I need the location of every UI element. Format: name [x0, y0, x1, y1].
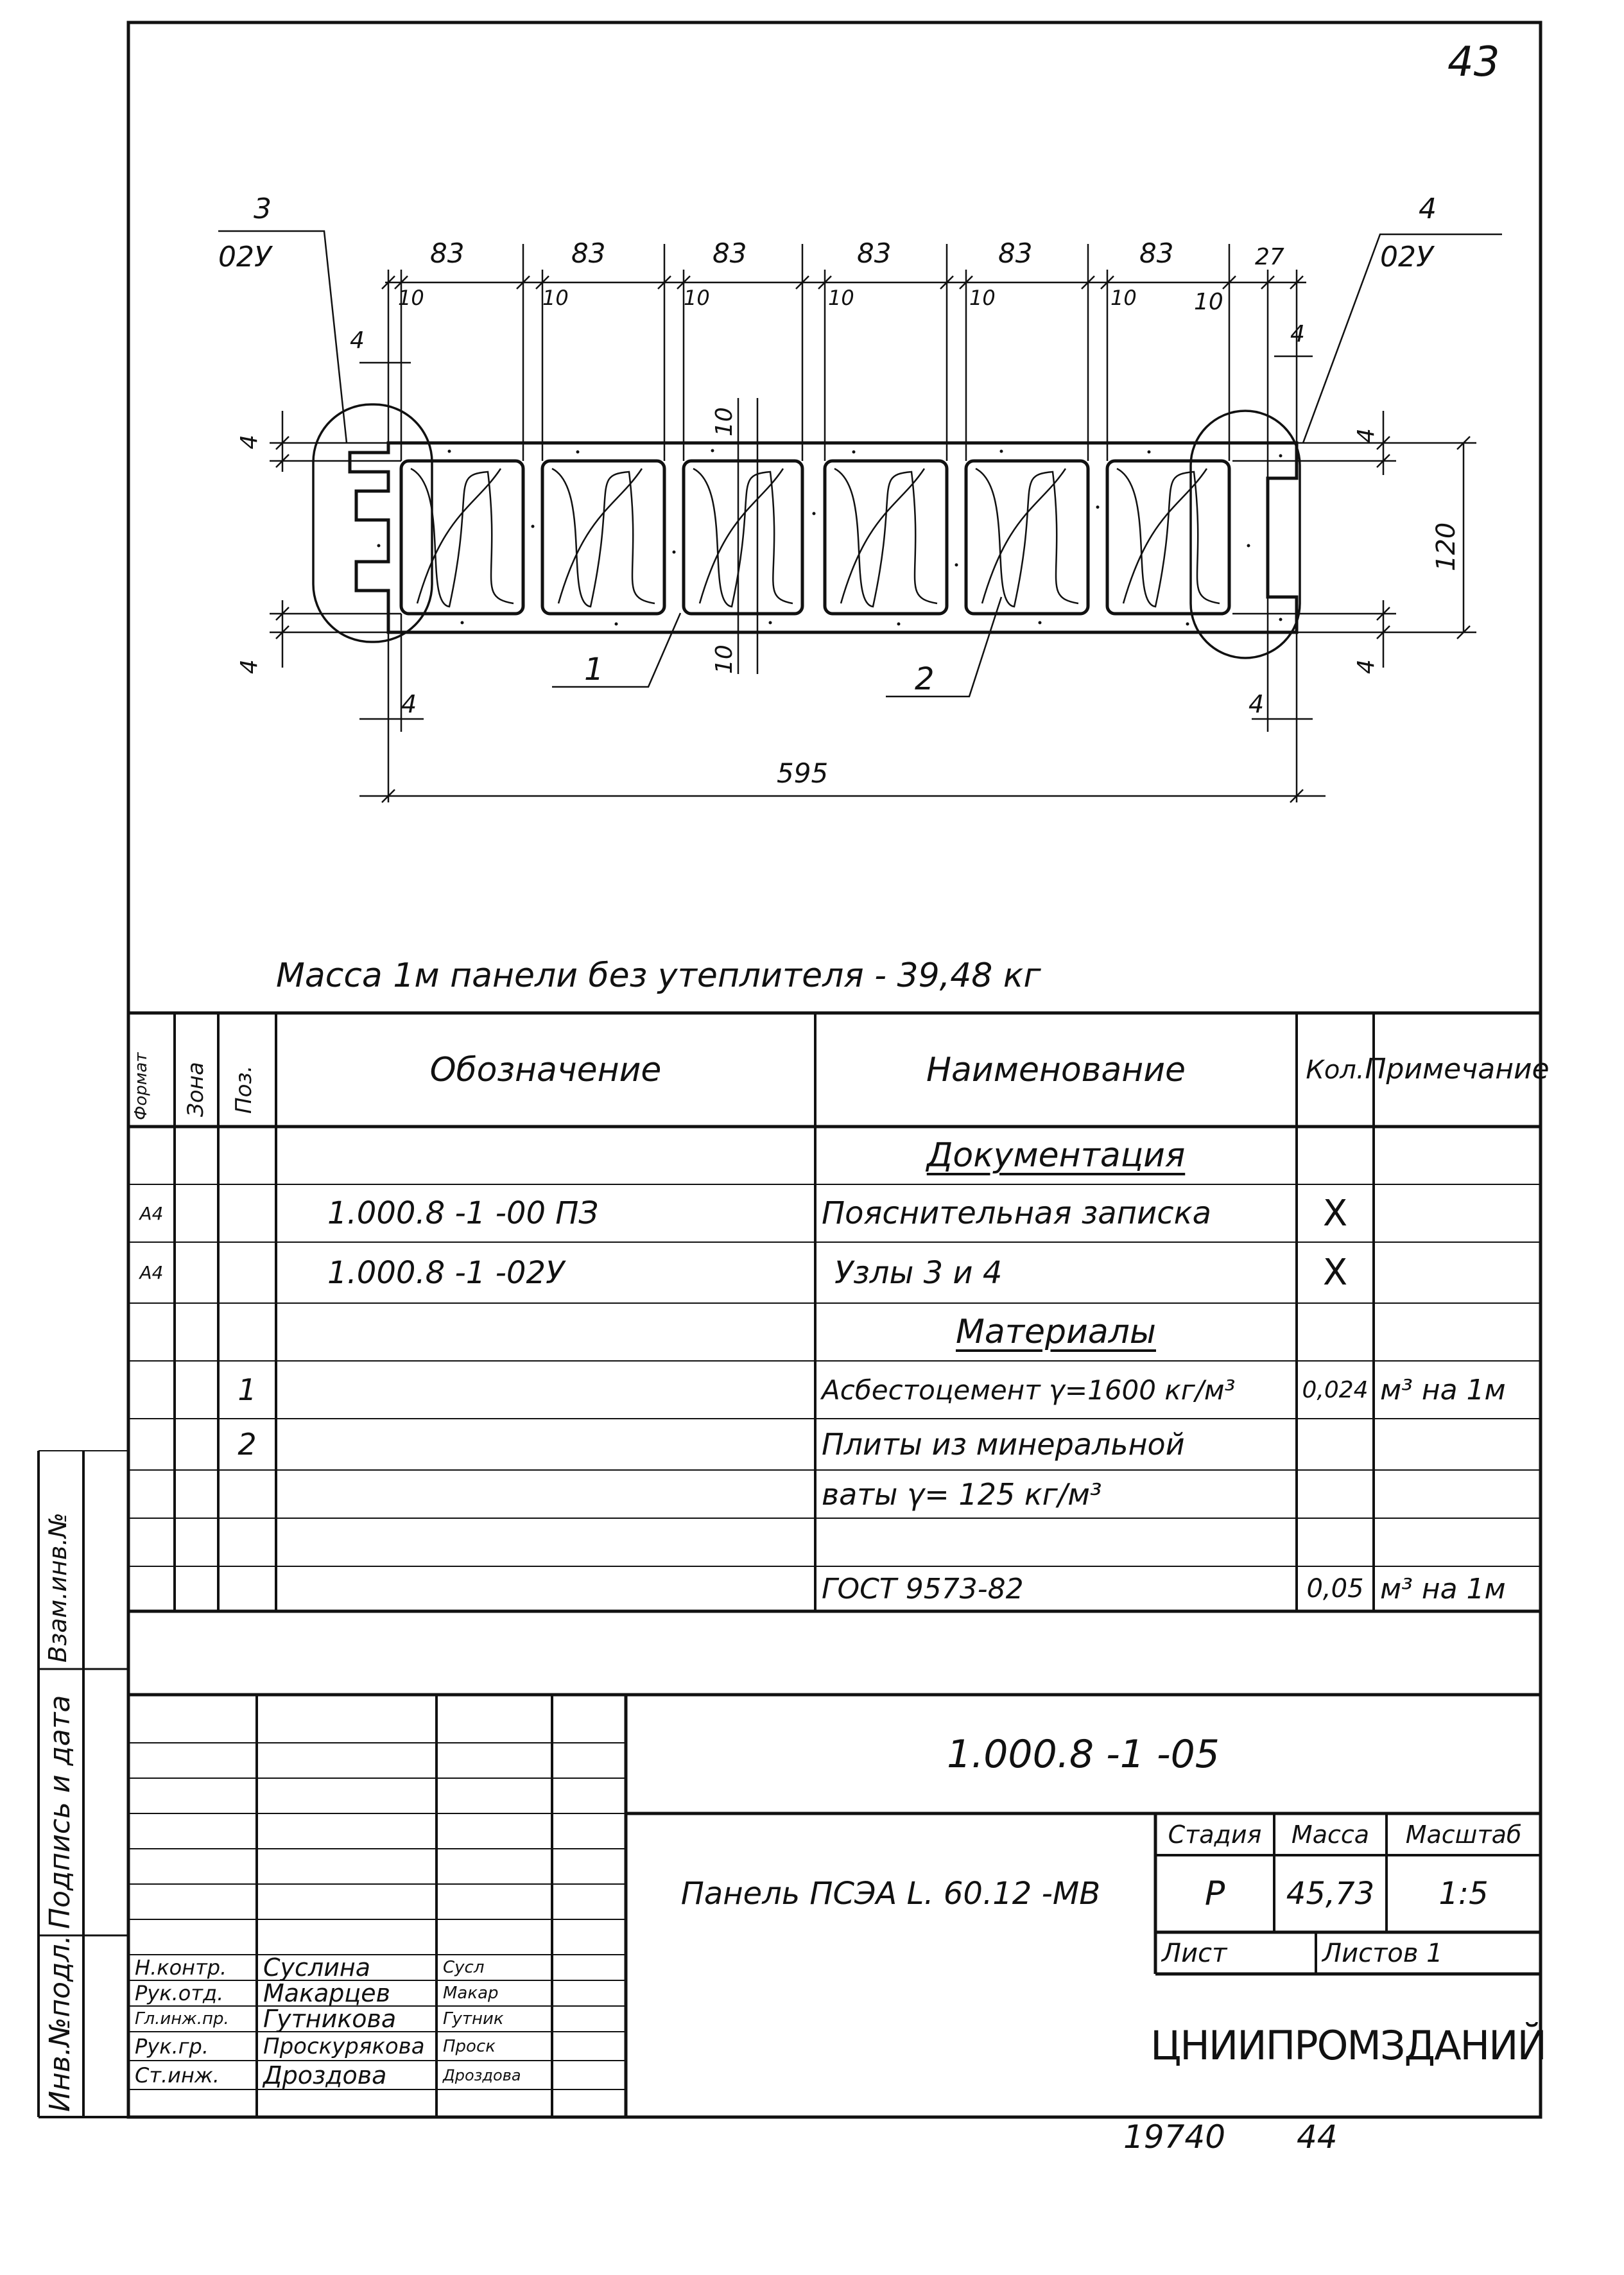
header-format: Формат — [132, 1052, 151, 1120]
dim-4-left-top: 4 — [236, 435, 263, 449]
spec-row-name: Асбестоцемент γ=1600 кг/м³ — [822, 1374, 1236, 1406]
node-3-outline — [313, 404, 432, 642]
sig-name: Суслина — [263, 1953, 371, 1982]
stage-label: Стадия — [1168, 1820, 1262, 1849]
dim-27: 27 — [1255, 244, 1284, 270]
dim-10-e: 10 — [969, 286, 996, 310]
header-note: Примечание — [1365, 1053, 1550, 1086]
dim-overall-595: 595 — [777, 757, 829, 789]
dim-4-left-bottom: 4 — [236, 659, 263, 674]
bottom-archive-number: 19740 — [1123, 2118, 1226, 2156]
page-number: 43 — [1447, 39, 1500, 86]
sig-name: Проскурякова — [263, 2033, 425, 2059]
spec-row-format: А4 — [139, 1262, 164, 1283]
callout-2: 2 — [915, 661, 935, 697]
insulation-fill — [411, 469, 1220, 607]
spec-row-qty: X — [1322, 1252, 1348, 1293]
dim-4-right-top: 4 — [1353, 428, 1379, 443]
node-left-code: 02У — [218, 241, 272, 273]
sig-name: Дроздова — [263, 2061, 387, 2089]
dim-4-bottom-left: 4 — [401, 690, 417, 718]
dim-83-d: 83 — [857, 238, 892, 269]
node-4-outline — [1191, 411, 1300, 658]
bottom-page-number: 44 — [1297, 2118, 1338, 2156]
document-code: 1.000.8 -1 -05 — [947, 1731, 1220, 1777]
margin-inv-no: Инв.№подл. — [44, 1935, 76, 2112]
header-qty: Кол. — [1306, 1055, 1365, 1085]
sig-role: Рук.отд. — [135, 1981, 224, 2005]
spec-row-qty: 0,024 — [1302, 1376, 1369, 1403]
product-name: Панель ПСЭА L. 60.12 -МВ — [680, 1876, 1101, 1912]
spec-row-note: м³ на 1м — [1380, 1373, 1506, 1406]
dim-10-b: 10 — [542, 286, 569, 310]
spec-row-designation: 1.000.8 -1 -02У — [327, 1254, 565, 1291]
dim-4-right-bottom: 4 — [1353, 659, 1379, 674]
dim-rib-10-top: 10 — [711, 407, 738, 437]
sig-role: Н.контр. — [135, 1955, 227, 1980]
dim-10-f: 10 — [1110, 286, 1137, 310]
spec-row-qty: X — [1322, 1192, 1348, 1234]
spec-row-designation: 1.000.8 -1 -00 ПЗ — [327, 1195, 599, 1231]
spec-heading-documentation: Документация — [926, 1136, 1186, 1175]
header-designation: Обозначение — [429, 1050, 662, 1089]
sig-role: Ст.инж. — [135, 2063, 220, 2088]
dim-10-d: 10 — [828, 286, 854, 310]
organization: ЦНИИПРОМЗДАНИЙ — [1150, 2022, 1546, 2069]
header-zone: Зона — [183, 1062, 209, 1117]
dim-rib-10: 10 — [711, 644, 738, 674]
sig-role: Гл.инж.пр. — [135, 2009, 229, 2028]
sheet-label: Лист — [1162, 1938, 1227, 1968]
spec-row-name: Узлы 3 и 4 — [834, 1254, 1003, 1291]
header-name: Наименование — [926, 1050, 1186, 1089]
spec-row-name: ГОСТ 9573-82 — [822, 1572, 1024, 1605]
dim-4-left: 4 — [350, 327, 365, 354]
scale-label: Масштаб — [1405, 1820, 1522, 1849]
dim-10-g: 10 — [1194, 289, 1223, 315]
node-left-number: 3 — [254, 193, 272, 225]
dim-83-c: 83 — [713, 238, 747, 269]
scale-value: 1:5 — [1438, 1876, 1489, 1912]
dim-83-a: 83 — [430, 238, 465, 269]
sig-name: Макарцев — [263, 1979, 391, 2007]
node-right-number: 4 — [1419, 193, 1437, 225]
spec-row-name: ваты γ= 125 кг/м³ — [822, 1476, 1102, 1512]
sig-sign: Дроздова — [443, 2066, 521, 2084]
dim-10-c: 10 — [684, 286, 710, 310]
sig-sign: Проск — [443, 2036, 496, 2056]
stage-value: Р — [1204, 1874, 1225, 1913]
dim-83-e: 83 — [998, 238, 1033, 269]
dim-83-b: 83 — [571, 238, 606, 269]
sheets-label: Листов 1 — [1322, 1938, 1443, 1968]
spec-heading-materials: Материалы — [956, 1313, 1156, 1351]
spec-row-name: Плиты из минеральной — [822, 1427, 1185, 1462]
spec-row-pos: 2 — [238, 1427, 257, 1462]
spec-row-name: Пояснительная записка — [822, 1195, 1212, 1231]
margin-replace-inv: Взам.инв.№ — [44, 1512, 72, 1663]
sig-sign: Гутник — [443, 2009, 504, 2028]
spec-row-note: м³ на 1м — [1380, 1572, 1506, 1605]
sig-sign: Макар — [443, 1984, 499, 2003]
spec-row-pos: 1 — [238, 1372, 257, 1407]
sig-role: Рук.гр. — [135, 2034, 209, 2059]
dim-4-bottom-right: 4 — [1248, 690, 1265, 718]
sig-name: Гутникова — [263, 2005, 397, 2033]
header-pos: Поз. — [231, 1065, 257, 1114]
dim-4-right: 4 — [1290, 321, 1305, 347]
dim-83-f: 83 — [1139, 238, 1174, 269]
margin-sign-date: Подпись и дата — [44, 1695, 76, 1929]
concrete-hatch — [377, 449, 1283, 626]
mass-label: Масса — [1291, 1820, 1370, 1849]
dim-120: 120 — [1431, 522, 1461, 571]
spec-row-format: А4 — [139, 1202, 164, 1224]
mass-value: 45,73 — [1286, 1876, 1375, 1912]
dim-10-a: 10 — [398, 286, 424, 310]
callout-1: 1 — [584, 652, 604, 688]
node-right-code: 02У — [1380, 241, 1433, 273]
mass-note: Масса 1м панели без утеплителя - 39,48 кг — [276, 956, 1041, 995]
sig-sign: Сусл — [443, 1958, 485, 1977]
spec-row-qty: 0,05 — [1306, 1574, 1364, 1604]
